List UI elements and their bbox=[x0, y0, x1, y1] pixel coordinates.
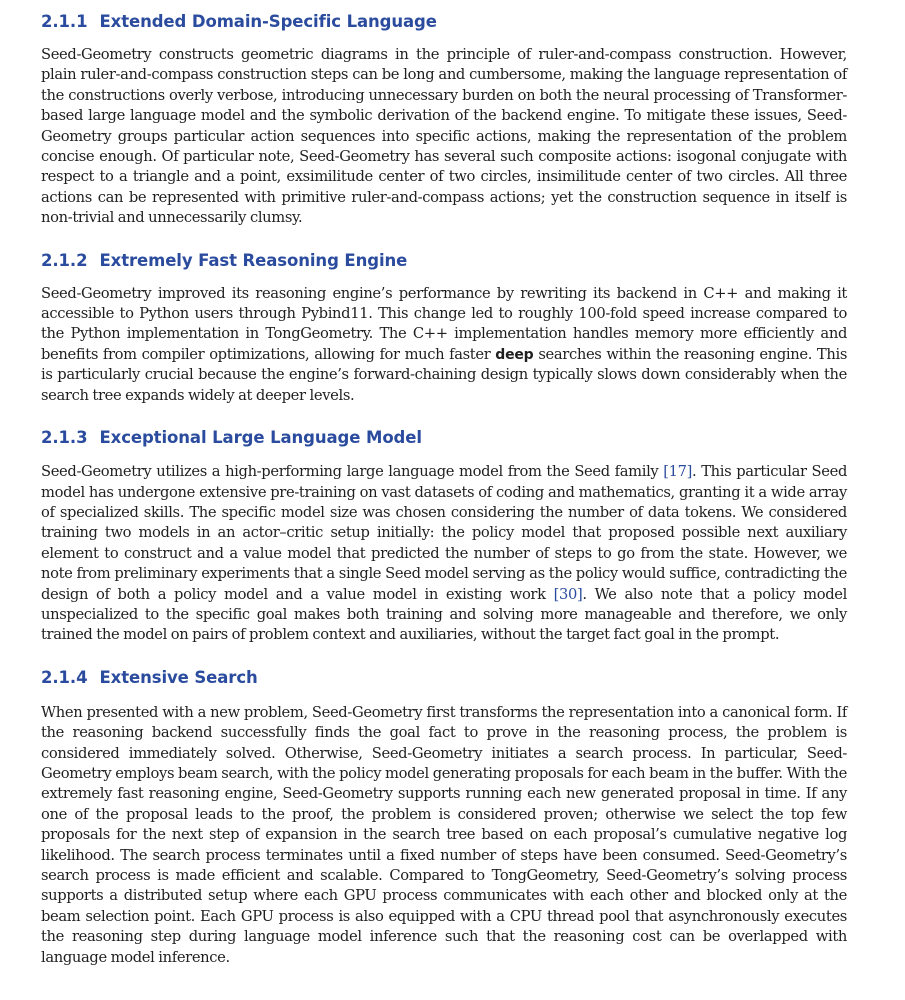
section-heading bbox=[41, 250, 847, 272]
section-title: Extended Domain-Specific Language bbox=[99, 12, 437, 31]
section-number: 2.1.4 bbox=[41, 667, 88, 687]
paragraph-text: . This particular Seed model has undergone extensive pre-training on vast datasets of coding and mathematics, granting it a wide array of specialized skills. The specific model size was chosen considering the number of data tokens. We considered training two models in an actor–critic setup initially: the policy model that proposed possible next auxiliary element to construct and a value model that predicted the number of steps to go from the state. However, we note from preliminary experiments that a single Seed model serving as the policy would suffice, contradicting the design of both a policy model and a value model in existing work bbox=[41, 463, 847, 603]
paragraph-text: searches within the reasoning engine. This is particularly crucial because the engine’s forward-chaining design typically slows down considerably when the search tree expands widely at deeper levels. bbox=[41, 345, 848, 404]
section-number: 2.1.3 bbox=[41, 428, 88, 448]
section-paragraph bbox=[41, 462, 847, 646]
section-paragraph: Seed-Geometry constructs geometric diagrams in the principle of ruler-and-compass construction. However, plain ruler-and-compass construction steps can be long and cumbersome, making the language representation of the constructions overly verbose, introducing unnecessary burden on both the neural processing of Transformer-based large language model and the symbolic derivation of the backend engine. To mitigate these issues, Seed-Geometry groups particular action sequences into specific actions, making the representation of the problem concise enough. Of particular note, Seed-Geometry has several such composite actions: isogonal conjugate with respect to a triangle and a point, exsimilitude center of two circles, insimilitude center of two circles. All three actions can be represented with primitive ruler-and-compass actions; yet the construction sequence in itself is non-trivial and unnecessarily clumsy. bbox=[41, 46, 847, 227]
section-2-1-4 bbox=[41, 667, 847, 968]
paragraph-text: Seed-Geometry improved its reasoning engine’s performance by rewriting its backend in C++ and making it accessible to Python users through Pybind11. This change led to roughly 100-fold speed increase compared to the Python implementation in TongGeometry. The C++ implementation handles memory more efficiently and benefits from compiler optimizations, allowing for much faster bbox=[41, 284, 847, 363]
section-heading bbox=[41, 11, 847, 33]
section-heading bbox=[41, 667, 847, 689]
paragraph-text: Seed-Geometry utilizes a high-performing large language model from the Seed family bbox=[41, 463, 664, 481]
section-heading bbox=[41, 427, 847, 449]
section-title: Exceptional Large Language Model bbox=[99, 428, 422, 448]
section-2-1-2 bbox=[41, 250, 847, 406]
section-paragraph bbox=[41, 284, 847, 406]
section-number: 2.1.2 bbox=[41, 250, 88, 270]
section-2-1-3 bbox=[41, 427, 847, 646]
section-title: Extensive Search bbox=[99, 667, 258, 687]
citation-link[interactable]: [30] bbox=[553, 585, 583, 603]
citation-link[interactable]: [17] bbox=[663, 463, 693, 481]
section-title: Extremely Fast Reasoning Engine bbox=[99, 250, 408, 270]
emphasis-text: deep bbox=[495, 346, 534, 363]
section-number: 2.1.1 bbox=[41, 12, 88, 31]
paragraph-text: . We also note that a policy model unspecialized to the specific goal makes both training and solving more manageable and therefore, we only trained the model on pairs of problem context and auxiliaries, without the target fact goal in the prompt. bbox=[41, 585, 847, 644]
section-paragraph: When presented with a new problem, Seed-Geometry first transforms the representation into a canonical form. If the reasoning backend successfully finds the goal fact to prove in the reasoning process, the problem is considered immediately solved. Otherwise, Seed-Geometry initiates a search process. In particular, Seed-Geometry employs beam search, with the policy model generating proposals for each beam in the buffer. With the extremely fast reasoning engine, Seed-Geometry supports running each new generated proposal in time. If any one of the proposal leads to the proof, the problem is considered proven; otherwise we select the top few proposals for the next step of expansion in the search tree based on each proposal’s cumulative negative log likelihood. The search process terminates until a fixed number of steps have been consumed. Seed-Geometry’s search process is made efficient and scalable. Compared to TongGeometry, Seed-Geometry’s solving process supports a distributed setup where each GPU process communicates with each other and blocked only at the beam selection point. Each GPU process is also equipped with a CPU thread pool that asynchronously executes the reasoning step during language model inference such that the reasoning cost can be overlapped with language model inference. bbox=[41, 703, 847, 966]
section-2-1-1 bbox=[41, 11, 847, 229]
